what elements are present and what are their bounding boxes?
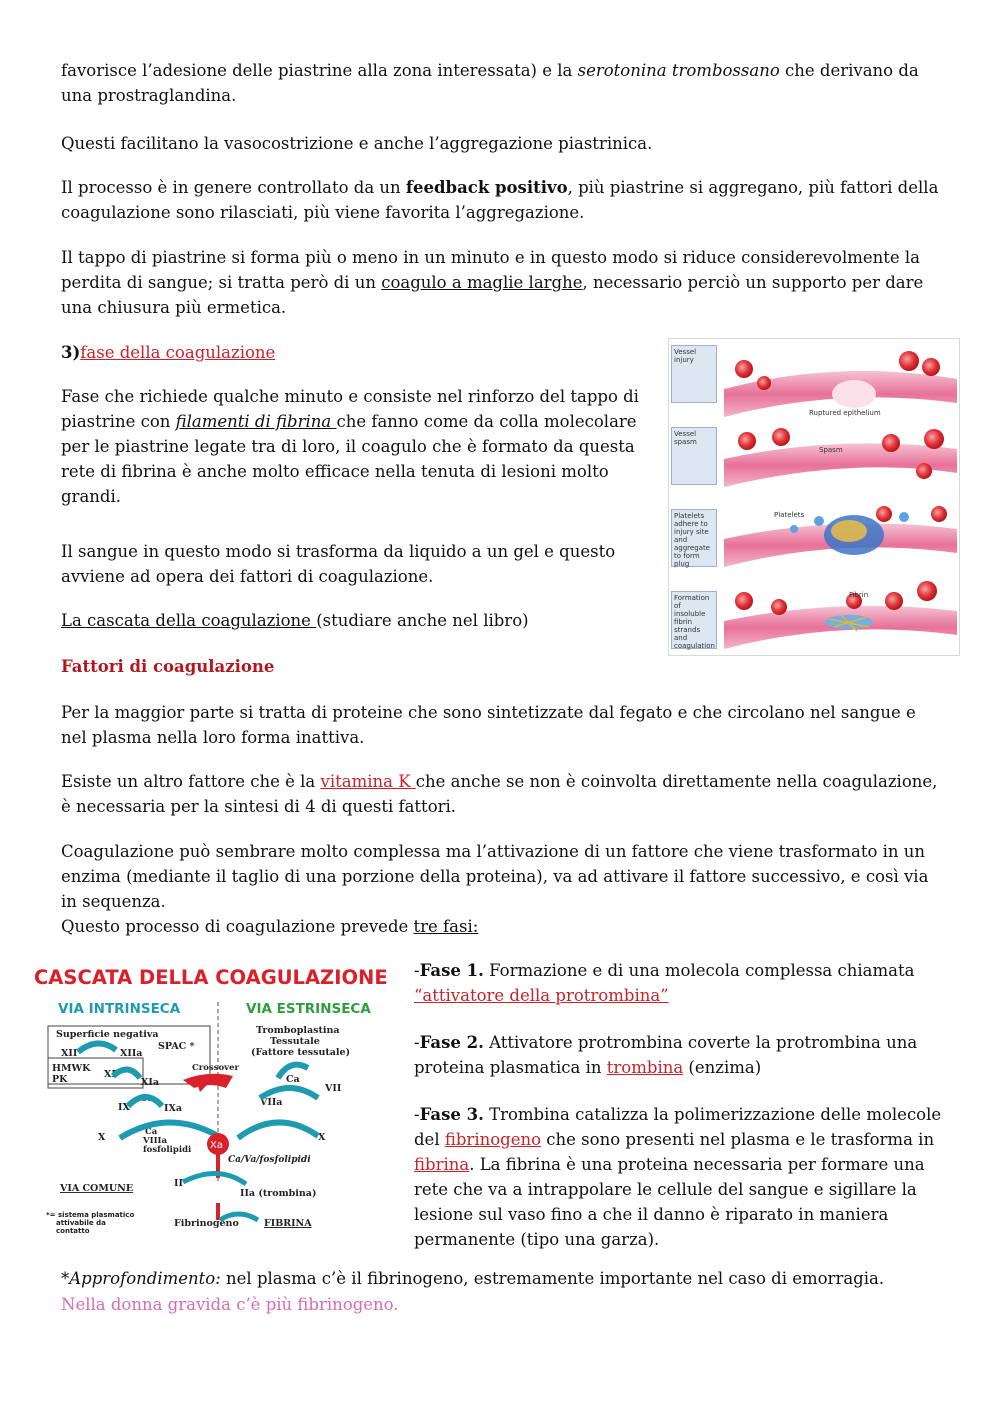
bold-text: feedback positivo bbox=[405, 178, 568, 197]
fase-1-paragraph: -Fase 1. Formazione e di una molecola complessa chiamata “attivatore della protrombina” bbox=[414, 961, 915, 1005]
cascade-diagram-svg bbox=[28, 958, 404, 1243]
text: Fase che richiede qualche minuto e consiste nel rinforzo del tappo di piastrine con bbox=[61, 387, 639, 431]
section-3-paragraph-1 bbox=[61, 384, 647, 509]
text: (studiare anche nel libro) bbox=[316, 611, 529, 630]
label-vii: VII bbox=[325, 1083, 342, 1094]
label-viiia: VIIIa bbox=[143, 1136, 168, 1146]
underlined-text: tre fasi: bbox=[413, 917, 479, 936]
note-line-2: attivabile da bbox=[56, 1219, 106, 1227]
crossover-arrow bbox=[183, 1074, 233, 1088]
panel-fibrin-coagulation bbox=[724, 581, 957, 649]
section-3-heading bbox=[61, 340, 275, 365]
intro-paragraph-3 bbox=[61, 175, 941, 225]
label-hmwk: HMWK bbox=[52, 1063, 91, 1074]
label-pk: PK bbox=[52, 1074, 68, 1085]
section-3-paragraph-2: Il sangue in questo modo si trasforma da liquido a un gel e questo avviene ad opera dei fattori di coagulazione. bbox=[61, 542, 616, 586]
cascata-line bbox=[61, 608, 529, 633]
fasi-column bbox=[414, 958, 944, 1274]
text: , necessario perciò un supporto per dare una chiusura più ermetica. bbox=[61, 273, 924, 317]
hemostasis-illustration bbox=[668, 338, 960, 656]
label-crossover: Crossover bbox=[192, 1063, 239, 1073]
ii-arrow bbox=[183, 1173, 246, 1184]
intro-paragraph-1 bbox=[61, 58, 931, 108]
label-ii: II bbox=[174, 1178, 183, 1189]
text: , più piastrine si aggregano, più fattori della coagulazione sono rilasciati, più viene favorita l’aggregazione. bbox=[61, 178, 939, 222]
via-intrinseca-label: VIA INTRINSECA bbox=[58, 1001, 181, 1017]
text: Trombina catalizza la polimerizzazione delle molecole del bbox=[414, 1105, 942, 1149]
annotation-platelets: Platelets bbox=[774, 511, 805, 519]
label-x-2: X bbox=[318, 1132, 326, 1143]
text: . La fibrina è una proteina necessaria per formare una rete che va a intrappolare le cellule del sangue e sigillare la lesione sul vaso fino a che il danno è riparato in maniera permanente (tipo una garza). bbox=[414, 1155, 925, 1249]
section-number: 3) bbox=[61, 343, 81, 362]
label-tessutale: Tessutale bbox=[270, 1036, 320, 1047]
label-superficie: Superficie negativa bbox=[56, 1029, 159, 1040]
label-tromboplastina: Tromboplastina bbox=[256, 1025, 340, 1036]
fattori-paragraph-2 bbox=[61, 769, 941, 819]
text: Attivatore protrombina coverte la protrombina una proteina plasmatica in bbox=[414, 1033, 918, 1077]
fase-2-label: Fase 2. bbox=[419, 1033, 484, 1052]
label-spac: SPAC * bbox=[158, 1041, 195, 1052]
fase-3-paragraph: -Fase 3. Trombina catalizza la polimerizzazione delle molecole del fibrinogeno che sono presenti nel plasma e le trasforma in fibrina. La fibrina è una proteina necessaria per formare una rete che va a intrappolare le cellule del sangue e sigillare la lesione sul vaso fino a che il danno è riparato in maniera permanente (tipo una garza). bbox=[414, 1105, 942, 1249]
fattori-paragraph-1: Per la maggior parte si tratta di proteine che sono sintetizzate dal fegato e che circolano nel sangue e nel plasma nella loro forma inattiva. bbox=[61, 703, 916, 747]
label-platelets-adhere: Platelets adhere to injury site and aggregate to form plug bbox=[671, 509, 717, 567]
underlined-text: coagulo a maglie larghe bbox=[381, 273, 583, 292]
cascade-diagram bbox=[28, 958, 404, 1243]
panel-vessel-spasm bbox=[724, 428, 957, 487]
annotation-spasm: Spasm bbox=[819, 446, 843, 454]
trombina-link[interactable]: trombina bbox=[606, 1058, 684, 1077]
fattori-paragraph-3: Coagulazione può sembrare molto complessa ma l’attivazione di un fattore che viene trasformato in un enzima (mediante il taglio di una porzione della proteina), va ad attivare il fattore successivo, e così via in sequenza. bbox=[61, 842, 929, 911]
intro-paragraph-4 bbox=[61, 245, 941, 320]
panel-platelet-plug bbox=[724, 506, 957, 567]
emphasis-text: filamenti di fibrina bbox=[175, 412, 337, 431]
label-fibrinogeno: Fibrinogeno bbox=[174, 1218, 239, 1229]
note-line-1: *= sistema plasmatico bbox=[46, 1211, 135, 1219]
approfondimento-label: *Approfondimento: bbox=[61, 1269, 221, 1288]
panel-vessel-injury bbox=[724, 351, 957, 417]
fattori-paragraph-4 bbox=[61, 914, 478, 939]
fibrina-link[interactable]: fibrina bbox=[414, 1155, 470, 1174]
text: (enzima) bbox=[683, 1058, 762, 1077]
via-estrinseca-label: VIA ESTRINSECA bbox=[246, 1001, 371, 1017]
label-ca-va-fosfolipidi: Ca/Va/fosfolipidi bbox=[228, 1155, 311, 1165]
label-vessel-injury: Vessel injury bbox=[671, 345, 717, 403]
text: Il tappo di piastrine si forma più o meno in un minuto e in questo modo si riduce considerevolmente la perdita di sangue; si tratta però di un bbox=[61, 248, 921, 292]
label-fibrina: FIBRINA bbox=[264, 1218, 312, 1229]
attivatore-link[interactable]: “attivatore della protrombina” bbox=[414, 986, 669, 1005]
intro-paragraph-2: Questi facilitano la vasocostrizione e anche l’aggregazione piastrinica. bbox=[61, 134, 653, 153]
label-viia: VIIa bbox=[260, 1097, 283, 1108]
label-fosfolipidi: fosfolipidi bbox=[143, 1145, 192, 1155]
label-xi: XI bbox=[104, 1069, 116, 1080]
annotation-ruptured-epithelium: Ruptured epithelium bbox=[809, 409, 881, 417]
label-vessel-spasm: Vessel spasm bbox=[671, 427, 717, 485]
label-xii: XII bbox=[61, 1048, 78, 1059]
label-x-1: X bbox=[98, 1132, 106, 1143]
section-title: fase della coagulazione bbox=[80, 343, 276, 362]
text: nel plasma c’è il fibrinogeno, estremamente importante nel caso di emorragia. bbox=[220, 1269, 885, 1288]
text: che anche se non è coinvolta direttamente nella coagulazione, è necessaria per la sintesi di 4 di questi fattori. bbox=[61, 772, 938, 816]
label-iia-trombina: IIa (trombina) bbox=[240, 1188, 317, 1199]
text: Il processo è in genere controllato da un bbox=[61, 178, 406, 197]
label-fattore-tessutale: (Fattore tessutale) bbox=[251, 1047, 351, 1058]
footer-pink-line: Nella donna gravida c’è più fibrinogeno. bbox=[61, 1295, 399, 1314]
diagram-title: CASCATA DELLA COAGULAZIONE bbox=[34, 966, 388, 989]
label-ca-2: Ca bbox=[286, 1074, 300, 1085]
label-ix: IX bbox=[118, 1102, 130, 1113]
text: Formazione e di una molecola complessa chiamata bbox=[483, 961, 915, 980]
text: favorisce l’adesione delle piastrine alla zona interessata) e la bbox=[61, 61, 578, 80]
label-fibrin-formation: Formation of insoluble fibrin strands and coagulation bbox=[671, 591, 717, 649]
text: che fanno come da colla molecolare per le piastrine legate tra di loro, il coagulo che è formato da questa rete di fibrina è anche molto efficace nella tenuta di lesioni molto grandi. bbox=[61, 412, 637, 506]
text: Questo processo di coagulazione prevede bbox=[61, 917, 414, 936]
label-ca-3: Ca bbox=[145, 1127, 158, 1137]
fibrinogeno-link[interactable]: fibrinogeno bbox=[444, 1130, 542, 1149]
label-xia: XIa bbox=[141, 1077, 159, 1088]
fase-1-label: Fase 1. bbox=[419, 961, 484, 980]
label-xiia: XIIa bbox=[120, 1048, 143, 1059]
fase-2-paragraph: -Fase 2. Attivatore protrombina coverte la protrombina una proteina plasmatica in trombina (enzima) bbox=[414, 1033, 918, 1077]
label-xa: Xa bbox=[210, 1140, 223, 1151]
annotation-fibrin: Fibrin bbox=[849, 591, 869, 599]
fase-3-label: Fase 3. bbox=[419, 1105, 484, 1124]
underlined-text: La cascata della coagulazione bbox=[61, 611, 317, 630]
label-ca-1: Ca bbox=[140, 1093, 154, 1104]
fattori-heading: Fattori di coagulazione bbox=[61, 657, 275, 676]
text: che sono presenti nel plasma e le trasforma in bbox=[541, 1130, 935, 1149]
emphasis-text: serotonina trombossano bbox=[577, 61, 780, 80]
text: Esiste un altro fattore che è la bbox=[61, 772, 321, 791]
vitamina-k-link[interactable]: vitamina K bbox=[320, 772, 416, 791]
text: che derivano da una prostraglandina. bbox=[61, 61, 919, 105]
label-via-comune: VIA COMUNE bbox=[60, 1183, 134, 1194]
fibrina-arrow bbox=[220, 1214, 258, 1220]
note-line-3: contatto bbox=[56, 1227, 90, 1235]
label-ixa: IXa bbox=[164, 1103, 182, 1114]
